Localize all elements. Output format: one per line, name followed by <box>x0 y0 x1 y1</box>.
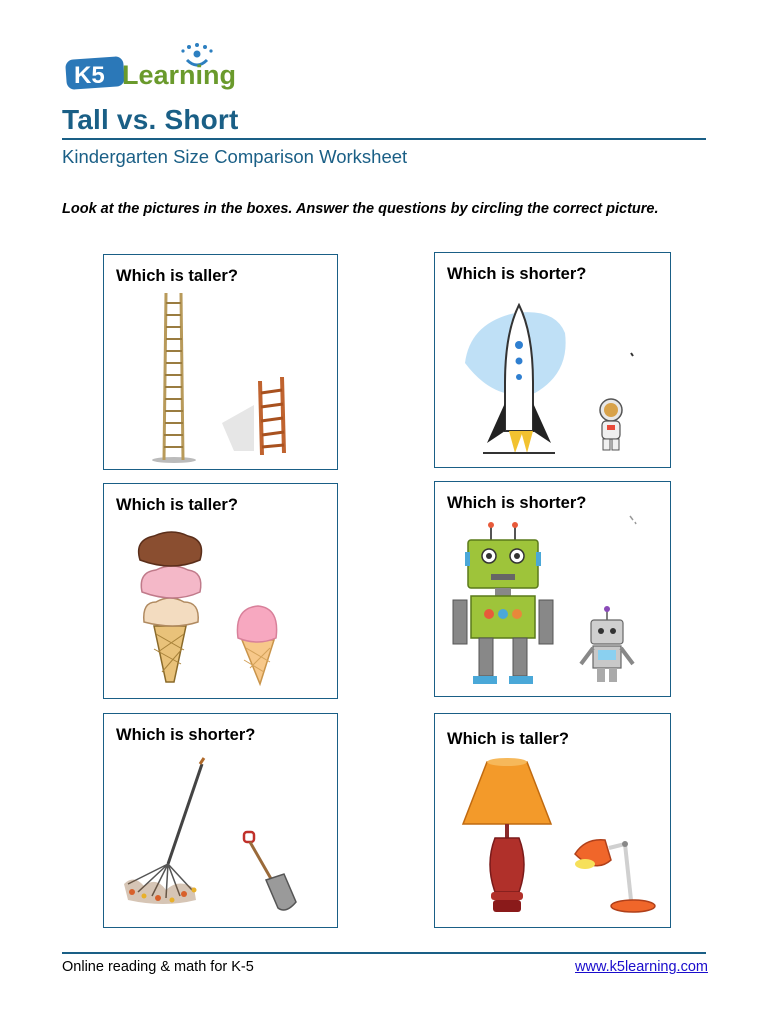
question-box-5 <box>103 713 338 928</box>
question-label: Which is shorter? <box>447 265 587 283</box>
box-3-illustration <box>104 484 339 700</box>
rocket-icon[interactable] <box>465 305 566 453</box>
instructions-text: Look at the pictures in the boxes. Answer the questions by circling the correct picture. <box>62 201 659 217</box>
tall-ladder-icon[interactable] <box>152 293 196 463</box>
footer-tagline: Online reading & math for K-5 <box>62 959 254 975</box>
question-label: Which is shorter? <box>447 494 587 512</box>
question-box-6 <box>434 713 671 928</box>
header-divider <box>62 138 706 140</box>
desk-lamp-icon[interactable] <box>575 840 655 912</box>
triple-ice-cream-cone-icon[interactable] <box>139 532 202 682</box>
question-label: Which is taller? <box>447 730 569 748</box>
astronaut-icon[interactable] <box>600 399 622 450</box>
box-1-illustration <box>104 255 339 471</box>
box-4-illustration <box>435 482 672 698</box>
question-box-4 <box>434 481 671 697</box>
box-2-illustration <box>435 253 672 469</box>
rake-icon[interactable] <box>124 758 204 904</box>
box-6-illustration <box>435 714 672 929</box>
page-subtitle: Kindergarten Size Comparison Worksheet <box>62 146 408 167</box>
question-box-3 <box>103 483 338 699</box>
question-box-2 <box>434 252 671 468</box>
question-box-1 <box>103 254 338 470</box>
short-ladder-icon[interactable] <box>222 377 284 455</box>
question-label: Which is taller? <box>116 267 238 285</box>
question-label: Which is shorter? <box>116 726 256 744</box>
page-title: Tall vs. Short <box>62 104 239 135</box>
shovel-icon[interactable] <box>244 832 296 910</box>
footer-divider <box>62 952 706 954</box>
logo-word-text: Learning <box>122 60 237 90</box>
single-ice-cream-cone-icon[interactable] <box>237 606 276 684</box>
box-5-illustration <box>104 714 339 929</box>
logo-badge-text: K5 <box>74 62 105 89</box>
question-label: Which is taller? <box>116 496 238 514</box>
footer-website-link[interactable]: www.k5learning.com <box>575 959 708 975</box>
k5-learning-logo <box>64 40 249 96</box>
big-robot-icon[interactable] <box>453 522 553 684</box>
floor-lamp-icon[interactable] <box>463 758 551 912</box>
small-robot-icon[interactable] <box>581 606 633 682</box>
